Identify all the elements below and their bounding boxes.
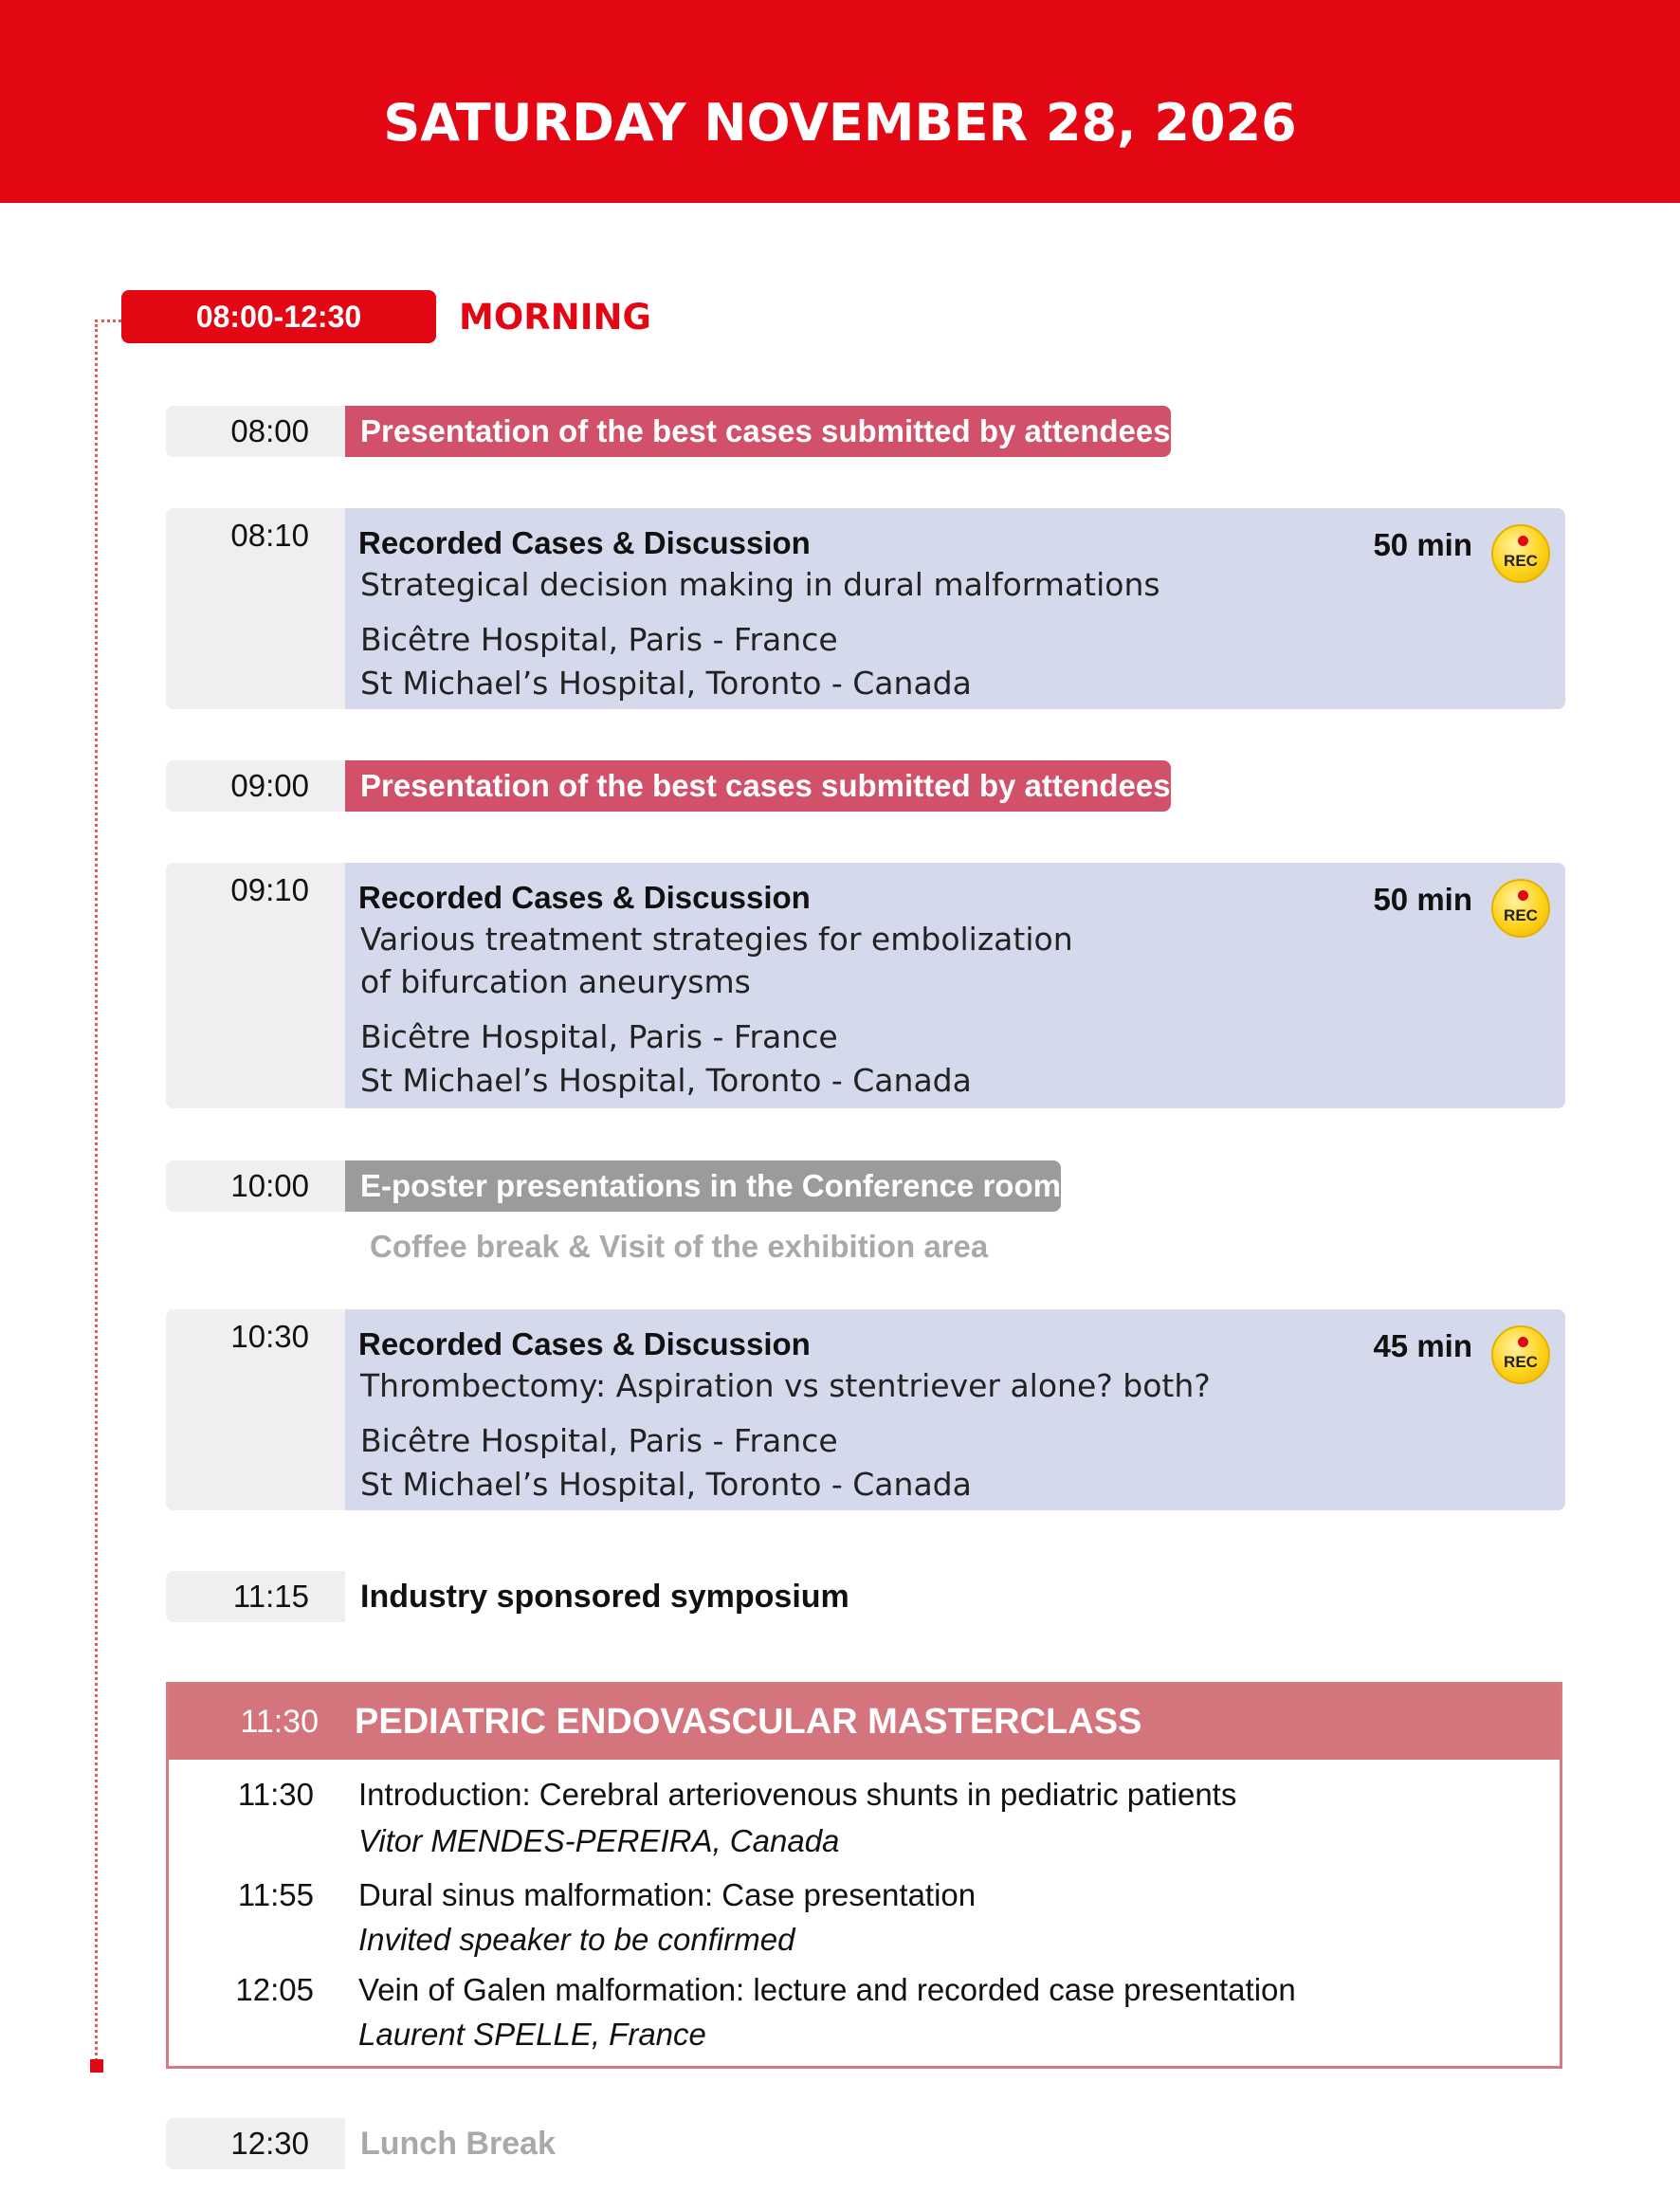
session-time: 10:30	[166, 1309, 345, 1510]
session-card	[345, 508, 1565, 709]
coffee-break-note: Coffee break & Visit of the exhibition area	[370, 1229, 989, 1264]
session-location: Bicêtre Hospital, Paris - France	[360, 621, 838, 658]
lunch-break-label: Lunch Break	[360, 2126, 556, 2162]
talk-speaker: Vitor MENDES-PEREIRA, Canada	[358, 1823, 840, 1858]
session-time: 08:00	[166, 406, 345, 457]
session-location: St Michael’s Hospital, Toronto - Canada	[360, 1062, 972, 1099]
session-location: Bicêtre Hospital, Paris - France	[360, 1018, 838, 1055]
session-topic: Strategical decision making in dural malformations	[360, 566, 1160, 603]
session-duration: 45 min	[1373, 1328, 1472, 1363]
session-time: 10:00	[166, 1160, 345, 1212]
session-topic: Thrombectomy: Aspiration vs stentriever alone? both?	[360, 1367, 1211, 1404]
session-duration: 50 min	[1373, 882, 1472, 917]
rec-icon: REC	[1491, 879, 1550, 938]
section-title: MORNING	[459, 297, 651, 338]
talk-speaker: Invited speaker to be confirmed	[358, 1922, 795, 1957]
masterclass-header	[169, 1685, 1560, 1760]
session-highlight-bar: Presentation of the best cases submitted by attendees	[345, 760, 1171, 812]
talk-title: Vein of Galen malformation: lecture and recorded case presentation	[358, 1972, 1296, 2007]
session-kind: Recorded Cases & Discussion	[358, 880, 811, 915]
rec-icon: REC	[1491, 1325, 1550, 1384]
session-card	[345, 863, 1565, 1108]
session-time: 08:10	[166, 508, 345, 709]
masterclass-title: PEDIATRIC ENDOVASCULAR MASTERCLASS	[355, 1702, 1142, 1742]
session-time: 09:10	[166, 863, 345, 1108]
talk-title: Dural sinus malformation: Case presentation	[358, 1877, 977, 1912]
session-kind: Recorded Cases & Discussion	[358, 525, 811, 560]
section-time-range: 08:00-12:30	[121, 290, 436, 343]
talk-time: 11:30	[237, 1777, 314, 1812]
talk-time: 12:05	[235, 1972, 314, 2007]
session-topic: Various treatment strategies for embolization	[360, 921, 1073, 958]
session-kind: Recorded Cases & Discussion	[358, 1326, 811, 1361]
timeline-connector	[95, 320, 121, 322]
timeline-line	[95, 324, 98, 2067]
session-grey-bar: E-poster presentations in the Conference room	[345, 1160, 1061, 1212]
session-time: 12:30	[166, 2118, 345, 2169]
session-location: St Michael’s Hospital, Toronto - Canada	[360, 665, 972, 702]
timeline-end-marker	[90, 2059, 103, 2073]
talk-speaker: Laurent SPELLE, France	[358, 2017, 706, 2052]
talk-title: Introduction: Cerebral arteriovenous shunts in pediatric patients	[358, 1777, 1237, 1812]
masterclass-time: 11:30	[240, 1704, 319, 1740]
session-highlight-bar: Presentation of the best cases submitted by attendees	[345, 406, 1171, 457]
session-card	[345, 1309, 1565, 1510]
masterclass-block	[166, 1682, 1562, 2069]
session-time: 11:15	[166, 1571, 345, 1622]
rec-icon: REC	[1491, 524, 1550, 583]
page-title: SATURDAY NOVEMBER 28, 2026	[383, 93, 1297, 153]
session-location: St Michael’s Hospital, Toronto - Canada	[360, 1466, 972, 1503]
session-time: 09:00	[166, 760, 345, 812]
session-topic: of bifurcation aneurysms	[360, 963, 751, 1000]
industry-symposium: Industry sponsored symposium	[360, 1579, 849, 1615]
session-location: Bicêtre Hospital, Paris - France	[360, 1422, 838, 1459]
session-duration: 50 min	[1373, 527, 1472, 562]
page-header	[0, 0, 1680, 203]
talk-time: 11:55	[237, 1877, 314, 1912]
